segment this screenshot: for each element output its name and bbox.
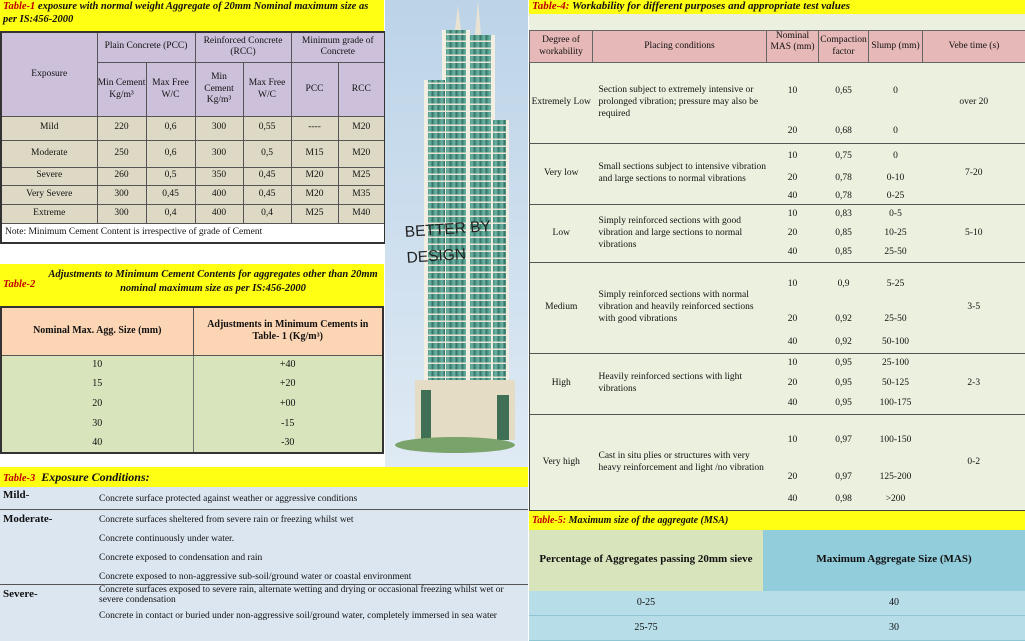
- table-cell: 0,68: [819, 120, 869, 143]
- table-row: [530, 415, 1025, 467]
- table-cell: 40: [767, 333, 819, 353]
- table-cell: 25-50: [869, 243, 923, 262]
- table5-label: Table-5:: [532, 515, 567, 526]
- table-cell: >200: [869, 489, 923, 510]
- table-row: [530, 63, 1025, 120]
- table-cell: M20: [338, 140, 385, 167]
- pcc-max-wc-header: Max Free W/C: [146, 62, 195, 117]
- table-cell: 0-10: [869, 170, 923, 189]
- table-cell: 0,65: [819, 63, 869, 120]
- table3-title: [0, 467, 528, 487]
- table-cell: 0,4: [243, 205, 291, 224]
- table-cell: 25-75: [529, 616, 763, 641]
- table-cell: M25: [291, 205, 338, 224]
- table-cell: 20: [767, 467, 819, 489]
- table-cell: 10: [1, 355, 193, 374]
- table-cell: 10: [767, 143, 819, 169]
- table-cell: 0-25: [529, 591, 763, 616]
- vebe-cell: over 20: [923, 63, 1025, 144]
- building-caption-line2: DESIGN: [406, 245, 467, 267]
- table3-title-text: Exposure Conditions:: [41, 470, 150, 484]
- table-cell: 0,78: [819, 170, 869, 189]
- placing-cell: Simply reinforced sections with good vibration and large sections to normal vibrations: [593, 205, 767, 262]
- table-cell: 0,95: [819, 394, 869, 414]
- table-cell: 10: [767, 205, 819, 224]
- table-cell: 0,85: [819, 243, 869, 262]
- table-cell: 300: [97, 185, 146, 204]
- divider: [0, 509, 528, 510]
- table-cell: 0,4: [146, 205, 195, 224]
- rcc-max-wc-header: Max Free W/C: [243, 62, 291, 117]
- exposure-cell: Severe: [1, 167, 97, 185]
- mild-label: Mild-: [3, 489, 30, 501]
- table-cell: 15: [1, 374, 193, 394]
- degree-cell: Medium: [530, 262, 593, 353]
- table-cell: 25-50: [869, 308, 923, 333]
- table-row: [1, 185, 385, 204]
- table-cell: 400: [195, 185, 243, 204]
- table-cell: 0,5: [146, 167, 195, 185]
- table-row: [1, 394, 383, 414]
- table-cell: 260: [97, 167, 146, 185]
- table-cell: 0,45: [146, 185, 195, 204]
- placing-cell: Small sections subject to intensive vibration and large sections to normal vibrations: [593, 143, 767, 204]
- table-cell: 5-25: [869, 262, 923, 307]
- table-cell: 0,45: [243, 185, 291, 204]
- mas-header: Nominal MAS (mm): [767, 31, 819, 63]
- degree-cell: High: [530, 353, 593, 414]
- table-row: [529, 616, 1025, 641]
- table-cell: -30: [193, 434, 383, 453]
- table-cell: 10: [767, 262, 819, 307]
- table-cell: 30: [763, 616, 1025, 641]
- table-cell: 0,85: [819, 224, 869, 243]
- table-row: [1, 140, 385, 167]
- table1-title: [0, 0, 384, 31]
- table-cell: 300: [97, 205, 146, 224]
- table4-title: [529, 0, 1025, 14]
- table1-title-text: exposure with normal weight Aggregate of 20mm Nominal maximum size as per IS:456-2000: [3, 1, 369, 25]
- table-cell: 40: [767, 489, 819, 510]
- table-cell: M25: [338, 167, 385, 185]
- table-cell: 40: [1, 434, 193, 453]
- table-cell: 40: [767, 189, 819, 205]
- table-cell: 0,83: [819, 205, 869, 224]
- severe-condition: Concrete surfaces exposed to severe rain, alternate wetting and drying or occasional freezing whilst wet or severe condensation: [99, 585, 504, 605]
- degree-header: Degree of workability: [530, 31, 593, 63]
- table-cell: M15: [291, 140, 338, 167]
- percentage-header: Percentage of Aggregates passing 20mm sieve: [529, 530, 763, 591]
- table-cell: 25-100: [869, 353, 923, 374]
- table-row: [1, 167, 385, 185]
- table-cell: 100-175: [869, 394, 923, 414]
- severe-condition: Concrete in contact or buried under non-aggressive soil/ground water, completely immersed in sea water: [99, 611, 497, 621]
- table-cell: 0,95: [819, 374, 869, 394]
- moderate-condition: Concrete surfaces sheltered from severe rain or freezing whilst wet: [99, 515, 354, 525]
- min-grade-group-header: Minimum grade of Concrete: [291, 32, 385, 62]
- table1: [0, 31, 386, 244]
- rcc-group-header: Reinforced Concrete (RCC): [195, 32, 291, 62]
- table-cell: 20: [1, 394, 193, 414]
- table-cell: 30: [1, 414, 193, 434]
- moderate-condition: Concrete exposed to non-aggressive sub-soil/ground water or coastal environment: [99, 572, 412, 582]
- degree-cell: Very low: [530, 143, 593, 204]
- table-cell: 100-150: [869, 415, 923, 467]
- table-cell: 300: [195, 117, 243, 140]
- table-cell: 0,78: [819, 189, 869, 205]
- table3-label: Table-3: [3, 473, 36, 484]
- exposure-cell: Mild: [1, 117, 97, 140]
- table-row: [530, 262, 1025, 307]
- table-row: [1, 205, 385, 224]
- table-cell: 0: [869, 63, 923, 120]
- table-cell: 350: [195, 167, 243, 185]
- table-row: [530, 205, 1025, 224]
- table4-title-text: Workability for different purposes and appropriate test values: [572, 0, 851, 12]
- table-cell: 250: [97, 140, 146, 167]
- vebe-cell: 0-2: [923, 415, 1025, 511]
- nominal-size-header: Nominal Max. Agg. Size (mm): [1, 307, 193, 355]
- placing-cell: Heavily reinforced sections with light vibrations: [593, 353, 767, 414]
- building-caption: [404, 212, 527, 272]
- degree-cell: Extremely Low: [530, 63, 593, 144]
- vebe-header: Vebe time (s): [923, 31, 1025, 63]
- table-cell: 10: [767, 353, 819, 374]
- table-cell: 0,45: [243, 167, 291, 185]
- pcc-group-header: Plain Concrete (PCC): [97, 32, 195, 62]
- table-cell: M20: [338, 117, 385, 140]
- table-cell: 0,6: [146, 140, 195, 167]
- table2: [0, 306, 384, 454]
- table-cell: 50-100: [869, 333, 923, 353]
- table-cell: 0,6: [146, 117, 195, 140]
- table-cell: 0,95: [819, 353, 869, 374]
- table-cell: -15: [193, 414, 383, 434]
- table-cell: ----: [291, 117, 338, 140]
- table-cell: 10: [767, 415, 819, 467]
- table-cell: 125-200: [869, 467, 923, 489]
- pcc-min-cement-header: Min Cement Kg/m³: [97, 62, 146, 117]
- mild-condition: Concrete surface protected against weather or aggressive conditions: [99, 494, 358, 504]
- table-cell: 0-25: [869, 189, 923, 205]
- moderate-condition: Concrete exposed to condensation and rain: [99, 553, 263, 563]
- vebe-cell: 7-20: [923, 143, 1025, 204]
- mas-header: Maximum Aggregate Size (MAS): [763, 530, 1025, 591]
- table-cell: 0,92: [819, 308, 869, 333]
- table-cell: 20: [767, 170, 819, 189]
- table-cell: 0,98: [819, 489, 869, 510]
- table-cell: M20: [291, 167, 338, 185]
- table4-spacer: [529, 14, 1025, 30]
- table-cell: +20: [193, 374, 383, 394]
- exposure-cell: Very Severe: [1, 185, 97, 204]
- exposure-cell: Moderate: [1, 140, 97, 167]
- table-cell: M35: [338, 185, 385, 204]
- table-row: [530, 143, 1025, 169]
- table-cell: 0,5: [243, 140, 291, 167]
- adjustment-header: Adjustments in Minimum Cements in Table- 1 (Kg/m³): [193, 307, 383, 355]
- table-cell: 300: [195, 140, 243, 167]
- exposure-header: Exposure: [1, 32, 97, 117]
- table4-label: Table-4:: [532, 0, 570, 12]
- table-cell: +40: [193, 355, 383, 374]
- vebe-cell: 3-5: [923, 262, 1025, 353]
- table-cell: 40: [767, 243, 819, 262]
- table-row: [1, 374, 383, 394]
- placing-header: Placing conditions: [593, 31, 767, 63]
- table1-label: Table-1: [3, 1, 36, 12]
- moderate-condition: Concrete continuously under water.: [99, 534, 235, 544]
- severe-label: Severe-: [3, 588, 38, 600]
- degree-cell: Very high: [530, 415, 593, 511]
- degree-cell: Low: [530, 205, 593, 262]
- table-row: [529, 591, 1025, 616]
- rcc-grade-header: RCC: [338, 62, 385, 117]
- table5-title: [529, 511, 1025, 530]
- table-row: [1, 414, 383, 434]
- table-cell: 0,55: [243, 117, 291, 140]
- rcc-min-cement-header: Min Cement Kg/m³: [195, 62, 243, 117]
- table-cell: 10: [767, 63, 819, 120]
- table-row: [1, 434, 383, 453]
- vebe-cell: 5-10: [923, 205, 1025, 262]
- table-cell: 0,9: [819, 262, 869, 307]
- pcc-grade-header: PCC: [291, 62, 338, 117]
- table-cell: 20: [767, 374, 819, 394]
- table-cell: 10-25: [869, 224, 923, 243]
- vebe-cell: 2-3: [923, 353, 1025, 414]
- table-cell: 20: [767, 308, 819, 333]
- exposure-cell: Extreme: [1, 205, 97, 224]
- table-cell: M20: [291, 185, 338, 204]
- table-row: [1, 117, 385, 140]
- table-cell: 220: [97, 117, 146, 140]
- table-cell: 0,97: [819, 415, 869, 467]
- table4: [529, 30, 1025, 511]
- table-cell: 0: [869, 143, 923, 169]
- table-cell: 50-125: [869, 374, 923, 394]
- placing-cell: Section subject to extremely intensive or prolonged vibration; pressure may also be required: [593, 63, 767, 144]
- slump-header: Slump (mm): [869, 31, 923, 63]
- table2-title: [0, 264, 384, 306]
- table-cell: 0-5: [869, 205, 923, 224]
- table-cell: 20: [767, 120, 819, 143]
- table-cell: +00: [193, 394, 383, 414]
- table-cell: 0,97: [819, 467, 869, 489]
- table-cell: 400: [195, 205, 243, 224]
- table-cell: 0,92: [819, 333, 869, 353]
- placing-cell: Simply reinforced sections with normal vibration and heavily reinforced sections with good vibrations: [593, 262, 767, 353]
- table-cell: 40: [767, 394, 819, 414]
- table2-label: Table-2: [3, 279, 36, 290]
- table3: [0, 487, 528, 641]
- table-cell: 20: [767, 224, 819, 243]
- table-cell: 0: [869, 120, 923, 143]
- table-cell: 0,75: [819, 143, 869, 169]
- placing-cell: Cast in situ plies or structures with very heavy reinforcement and light /no vibration: [593, 415, 767, 511]
- building-caption-line1: BETTER BY: [404, 217, 492, 241]
- compaction-header: Compaction factor: [819, 31, 869, 63]
- table-row: [1, 355, 383, 374]
- table-cell: M40: [338, 205, 385, 224]
- table-cell: 40: [763, 591, 1025, 616]
- table5-title-text: Maximum size of the aggregate (MSA): [568, 515, 729, 526]
- table-row: [530, 353, 1025, 374]
- moderate-label: Moderate-: [3, 513, 53, 525]
- table1-note: Note: Minimum Cement Content is irrespective of grade of Cement: [1, 224, 385, 243]
- table2-title-text: Adjustments to Minimum Cement Contents for aggregates other than 20mm nominal maximum size as per IS:456-2000: [48, 269, 378, 294]
- table5: [529, 530, 1025, 641]
